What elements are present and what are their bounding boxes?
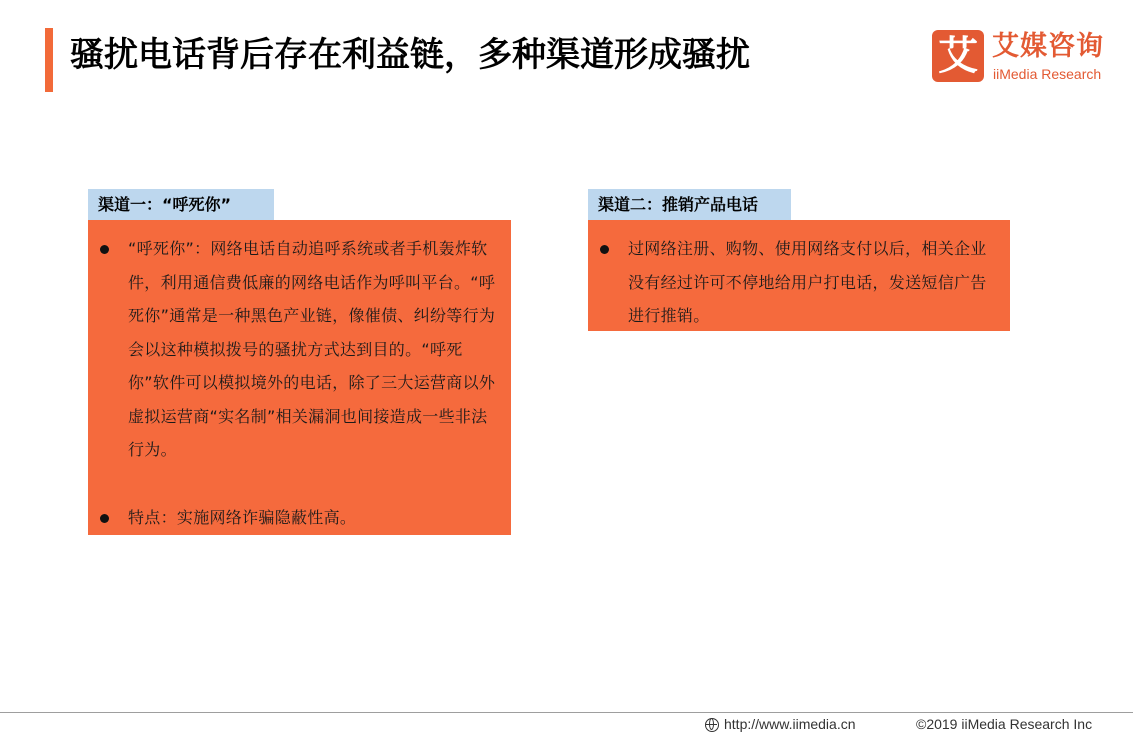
footer-divider xyxy=(0,712,1133,713)
channel-1-label: 渠道一：“呼死你” xyxy=(88,189,274,220)
list-item xyxy=(98,232,503,467)
footer-copyright: ©2019 iiMedia Research Inc xyxy=(916,716,1093,732)
logo-mark-icon: 艾 xyxy=(932,30,984,82)
bullet-text: “呼死你”：网络电话自动追呼系统或者手机轰炸软件，利用通信费低廉的网络电话作为呼叫平台。“呼死你”通常是一种黑色产业链，像催债、纠纷等行为会以这种模拟拨号的骚扰方式达到目的。“呼死你”软件可以模拟境外的电话，除了三大运营商以外虚拟运营商“实名制”相关漏洞也间接造成一些非法行为。 xyxy=(128,239,496,459)
channel-2-label: 渠道二：推销产品电话 xyxy=(588,189,791,220)
list-item xyxy=(98,501,503,535)
list-item xyxy=(598,232,1002,333)
bullet-text: 特点：实施网络诈骗隐蔽性高。 xyxy=(128,507,357,527)
logo-name-en: iiMedia Research xyxy=(993,66,1102,82)
brand-logo xyxy=(932,30,1117,86)
title-accent-bar xyxy=(45,28,53,92)
footer-url-text[interactable]: http://www.iimedia.cn xyxy=(724,716,856,732)
page-title: 骚扰电话背后存在利益链，多种渠道形成骚扰 xyxy=(70,35,750,75)
channel-2-panel xyxy=(588,220,1010,331)
logo-name-cn: 艾媒咨询 xyxy=(992,31,1104,62)
bullet-dot-icon xyxy=(100,245,109,254)
channel-1-panel xyxy=(88,220,511,535)
bullet-dot-icon xyxy=(100,514,109,523)
globe-icon xyxy=(705,718,719,732)
bullet-dot-icon xyxy=(600,245,609,254)
footer-url[interactable] xyxy=(705,714,856,734)
bullet-text: 过网络注册、购物、使用网络支付以后，相关企业没有经过许可不停地给用户打电话，发送短信广告进行推销。 xyxy=(628,239,987,325)
